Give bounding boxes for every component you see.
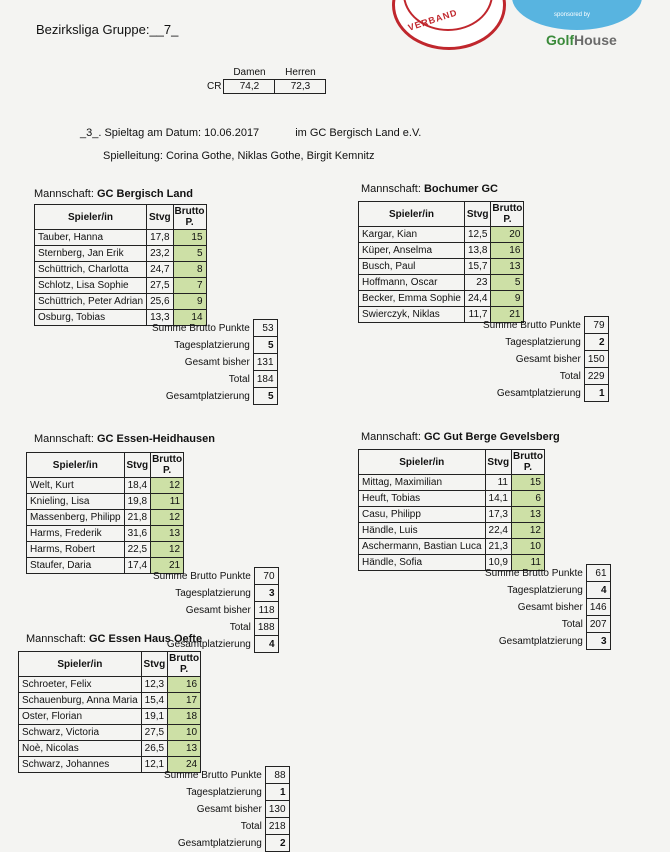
summary-label-overall: Gesamtplatzierung (498, 635, 583, 647)
player-brutto: 18 (168, 709, 201, 725)
summary-row (151, 337, 277, 354)
player-name: Schlotz, Lisa Sophie (35, 278, 147, 294)
sponsor-label: sponsored by (554, 12, 591, 18)
team-label: Mannschaft: GC Essen Haus Oefte (26, 633, 203, 645)
summary-row (151, 354, 277, 371)
col-header-stvg: Stvg (124, 453, 150, 478)
player-brutto: 16 (168, 677, 201, 693)
player-brutto: 20 (491, 227, 524, 243)
summary-row (482, 368, 608, 385)
course-rating-table (203, 66, 326, 94)
player-stvg: 18,4 (124, 478, 150, 494)
summary-value-overall: 2 (265, 835, 289, 852)
player-name: Oster, Florian (19, 709, 142, 725)
table-header-row (35, 205, 207, 230)
summary-row (151, 371, 277, 388)
summary-label-prev: Gesamt bisher (184, 356, 250, 368)
table-header-row (19, 652, 201, 677)
player-brutto: 12 (151, 510, 184, 526)
summary-value-overall: 5 (253, 388, 277, 405)
table-header-row (359, 450, 545, 475)
col-header-stvg: Stvg (485, 450, 511, 475)
player-brutto: 11 (511, 555, 544, 571)
player-brutto: 5 (491, 275, 524, 291)
team-name: GC Essen Haus Oefte (88, 633, 203, 645)
summary-label-total: Total (229, 621, 251, 633)
summary-value-total: 229 (584, 368, 608, 385)
player-name: Osburg, Tobias (35, 310, 147, 326)
summary-label-sum: Summe Brutto Punkte (153, 570, 251, 582)
summary-label-overall: Gesamtplatzierung (177, 837, 262, 849)
player-name: Schauenburg, Anna Maria (19, 693, 142, 709)
summary-row (484, 616, 610, 633)
summary-value-sum: 61 (586, 565, 610, 582)
col-header-stvg: Stvg (464, 202, 490, 227)
table-row (359, 507, 545, 523)
col-header-player: Spieler/in (27, 453, 125, 478)
summary-row (152, 568, 278, 585)
player-stvg: 17,4 (124, 558, 150, 574)
table-row (35, 278, 207, 294)
player-name: Massenberg, Philipp (27, 510, 125, 526)
player-name: Kargar, Kian (359, 227, 465, 243)
col-header-player: Spieler/in (19, 652, 142, 677)
player-name: Knieling, Lisa (27, 494, 125, 510)
player-brutto: 8 (173, 262, 206, 278)
player-stvg: 27,5 (147, 278, 173, 294)
team-player-table (358, 449, 545, 571)
table-row (19, 677, 201, 693)
team-label: Mannschaft: GC Essen-Heidhausen (34, 433, 215, 445)
col-header-brutto: Brutto P. (174, 206, 205, 228)
player-stvg: 22,4 (485, 523, 511, 539)
player-stvg: 25,6 (147, 294, 173, 310)
player-stvg: 10,9 (485, 555, 511, 571)
player-name: Hoffmann, Oscar (359, 275, 465, 291)
player-brutto: 13 (168, 741, 201, 757)
player-brutto: 15 (511, 475, 544, 491)
summary-value-day: 2 (584, 334, 608, 351)
player-brutto: 17 (168, 693, 201, 709)
player-stvg: 19,1 (141, 709, 167, 725)
player-brutto: 14 (173, 310, 206, 326)
summary-label-overall: Gesamtplatzierung (496, 387, 581, 399)
table-row (19, 693, 201, 709)
player-stvg: 14,1 (485, 491, 511, 507)
team-summary (484, 564, 611, 650)
summary-label-prev: Gesamt bisher (515, 353, 581, 365)
player-name: Mittag, Maximilian (359, 475, 486, 491)
summary-value-sum: 70 (254, 568, 278, 585)
cr-damen-value: 74,2 (224, 80, 275, 94)
player-brutto: 21 (151, 558, 184, 574)
table-header-row (27, 453, 184, 478)
player-brutto: 12 (511, 523, 544, 539)
team-name: GC Bergisch Land (96, 188, 193, 200)
player-brutto: 5 (173, 246, 206, 262)
player-name: Küper, Anselma (359, 243, 465, 259)
summary-label-day: Tagesplatzierung (174, 339, 250, 351)
table-row (27, 478, 184, 494)
summary-value-day: 4 (586, 582, 610, 599)
team-summary (163, 766, 290, 852)
summary-value-prev: 146 (586, 599, 610, 616)
summary-row (151, 388, 277, 405)
player-name: Schüttrich, Charlotta (35, 262, 147, 278)
table-header-row (359, 202, 524, 227)
player-brutto: 10 (168, 725, 201, 741)
seal-text: VERBAND (406, 7, 459, 33)
summary-value-day: 5 (253, 337, 277, 354)
player-name: Sternberg, Jan Erik (35, 246, 147, 262)
team-summary (482, 316, 609, 402)
player-stvg: 27,5 (141, 725, 167, 741)
summary-row (151, 320, 277, 337)
team-label: Mannschaft: GC Gut Berge Gevelsberg (361, 431, 560, 443)
summary-value-prev: 150 (584, 351, 608, 368)
summary-label-total: Total (559, 370, 581, 382)
table-row (359, 259, 524, 275)
summary-label-day: Tagesplatzierung (186, 786, 262, 798)
summary-row (163, 801, 289, 818)
sponsor-brand: GolfHouse (546, 32, 617, 48)
player-brutto: 6 (511, 491, 544, 507)
summary-value-total: 188 (254, 619, 278, 636)
table-row (359, 291, 524, 307)
player-brutto: 10 (511, 539, 544, 555)
player-brutto: 24 (168, 757, 201, 773)
table-row (359, 523, 545, 539)
summary-row (482, 317, 608, 334)
summary-value-total: 218 (265, 818, 289, 835)
player-brutto: 15 (173, 230, 206, 246)
table-row (19, 741, 201, 757)
summary-label-prev: Gesamt bisher (185, 604, 251, 616)
summary-label-prev: Gesamt bisher (196, 803, 262, 815)
summary-label-sum: Summe Brutto Punkte (152, 322, 250, 334)
team-label: Mannschaft: Bochumer GC (361, 183, 498, 195)
player-name: Schüttrich, Peter Adrian (35, 294, 147, 310)
summary-value-total: 184 (253, 371, 277, 388)
summary-value-overall: 4 (254, 636, 278, 653)
summary-value-prev: 130 (265, 801, 289, 818)
player-brutto: 9 (173, 294, 206, 310)
summary-label-total: Total (228, 373, 250, 385)
summary-value-sum: 53 (253, 320, 277, 337)
player-name: Händle, Luis (359, 523, 486, 539)
player-stvg: 13,8 (464, 243, 490, 259)
league-title: Bezirksliga Gruppe:__7_ (36, 22, 179, 37)
summary-row (484, 633, 610, 650)
player-brutto: 12 (151, 478, 184, 494)
player-name: Schroeter, Felix (19, 677, 142, 693)
team-name: Bochumer GC (423, 183, 498, 195)
col-header-brutto: Brutto P. (169, 653, 200, 675)
team-player-table (26, 452, 184, 574)
col-header-brutto: Brutto P. (492, 203, 523, 225)
col-header-brutto: Brutto P. (152, 454, 183, 476)
summary-label-sum: Summe Brutto Punkte (164, 769, 262, 781)
player-stvg: 17,3 (485, 507, 511, 523)
player-name: Schwarz, Johannes (19, 757, 142, 773)
summary-row (484, 599, 610, 616)
summary-label-overall: Gesamtplatzierung (166, 638, 251, 650)
player-name: Casu, Philipp (359, 507, 486, 523)
team-summary (151, 319, 278, 405)
player-name: Harms, Frederik (27, 526, 125, 542)
summary-value-sum: 79 (584, 317, 608, 334)
player-name: Welt, Kurt (27, 478, 125, 494)
player-stvg: 31,6 (124, 526, 150, 542)
federation-seal-logo (392, 0, 506, 50)
summary-label-overall: Gesamtplatzierung (165, 390, 250, 402)
player-stvg: 23,2 (147, 246, 173, 262)
player-brutto: 21 (491, 307, 524, 323)
table-row (359, 539, 545, 555)
summary-row (484, 582, 610, 599)
player-stvg: 24,7 (147, 262, 173, 278)
player-stvg: 26,5 (141, 741, 167, 757)
table-row (359, 275, 524, 291)
summary-label-day: Tagesplatzierung (507, 584, 583, 596)
summary-label-total: Total (561, 618, 583, 630)
golfhouse-logo (512, 0, 642, 30)
player-stvg: 11 (485, 475, 511, 491)
player-brutto: 12 (151, 542, 184, 558)
summary-value-overall: 1 (584, 385, 608, 402)
col-header-stvg: Stvg (141, 652, 167, 677)
player-stvg: 21,3 (485, 539, 511, 555)
col-header-player: Spieler/in (35, 205, 147, 230)
col-header-stvg: Stvg (147, 205, 173, 230)
summary-label-prev: Gesamt bisher (517, 601, 583, 613)
player-stvg: 19,8 (124, 494, 150, 510)
summary-value-total: 207 (586, 616, 610, 633)
table-row (27, 526, 184, 542)
player-name: Heuft, Tobias (359, 491, 486, 507)
player-brutto: 13 (151, 526, 184, 542)
summary-label-sum: Summe Brutto Punkte (485, 567, 583, 579)
team-name: GC Essen-Heidhausen (96, 433, 215, 445)
col-header-player: Spieler/in (359, 450, 486, 475)
summary-value-prev: 118 (254, 602, 278, 619)
player-stvg: 12,5 (464, 227, 490, 243)
cr-label: CR (207, 81, 222, 92)
player-brutto: 7 (173, 278, 206, 294)
player-brutto: 11 (151, 494, 184, 510)
summary-label-sum: Summe Brutto Punkte (483, 319, 581, 331)
table-row (35, 246, 207, 262)
summary-row (482, 334, 608, 351)
player-name: Aschermann, Bastian Luca (359, 539, 486, 555)
team-player-table (34, 204, 207, 326)
summary-label-day: Tagesplatzierung (175, 587, 251, 599)
summary-row (163, 818, 289, 835)
player-stvg: 23 (464, 275, 490, 291)
summary-row (482, 385, 608, 402)
summary-value-sum: 88 (265, 767, 289, 784)
col-header-player: Spieler/in (359, 202, 465, 227)
player-stvg: 22,5 (124, 542, 150, 558)
player-stvg: 15,7 (464, 259, 490, 275)
team-name: GC Gut Berge Gevelsberg (423, 431, 560, 443)
col-header-brutto: Brutto P. (512, 451, 543, 473)
player-brutto: 16 (491, 243, 524, 259)
player-name: Becker, Emma Sophie (359, 291, 465, 307)
table-row (359, 243, 524, 259)
summary-value-day: 1 (265, 784, 289, 801)
table-row (35, 294, 207, 310)
summary-row (163, 784, 289, 801)
damen-header: Damen (233, 67, 266, 78)
summary-value-day: 3 (254, 585, 278, 602)
table-row (19, 709, 201, 725)
summary-row (482, 351, 608, 368)
player-name: Staufer, Daria (27, 558, 125, 574)
player-name: Busch, Paul (359, 259, 465, 275)
table-row (35, 262, 207, 278)
player-brutto: 9 (491, 291, 524, 307)
player-name: Tauber, Hanna (35, 230, 147, 246)
table-row (27, 542, 184, 558)
player-stvg: 15,4 (141, 693, 167, 709)
player-name: Harms, Robert (27, 542, 125, 558)
player-stvg: 21,8 (124, 510, 150, 526)
player-stvg: 12,1 (141, 757, 167, 773)
summary-row (484, 565, 610, 582)
matchday-line: _3_. Spieltag am Datum: 10.06.2017 im GC Bergisch Land e.V. (80, 127, 422, 139)
table-row (35, 230, 207, 246)
player-stvg: 17,8 (147, 230, 173, 246)
officials-line: Spielleitung: Corina Gothe, Niklas Gothe, Birgit Kemnitz (103, 150, 375, 162)
player-brutto: 13 (491, 259, 524, 275)
summary-row (152, 585, 278, 602)
table-row (359, 491, 545, 507)
player-name: Schwarz, Victoria (19, 725, 142, 741)
summary-row (152, 602, 278, 619)
player-name: Händle, Sofia (359, 555, 486, 571)
player-stvg: 24,4 (464, 291, 490, 307)
player-name: Noè, Nicolas (19, 741, 142, 757)
player-stvg: 13,3 (147, 310, 173, 326)
summary-value-prev: 131 (253, 354, 277, 371)
table-row (359, 227, 524, 243)
table-row (19, 725, 201, 741)
player-stvg: 11,7 (464, 307, 490, 323)
team-label: Mannschaft: GC Bergisch Land (34, 188, 193, 200)
summary-value-overall: 3 (586, 633, 610, 650)
player-brutto: 13 (511, 507, 544, 523)
player-stvg: 12,3 (141, 677, 167, 693)
table-row (27, 510, 184, 526)
player-name: Swierczyk, Niklas (359, 307, 465, 323)
summary-row (163, 767, 289, 784)
team-player-table (18, 651, 201, 773)
cr-herren-value: 72,3 (275, 80, 326, 94)
summary-row (163, 835, 289, 852)
summary-label-day: Tagesplatzierung (505, 336, 581, 348)
herren-header: Herren (285, 67, 316, 78)
team-player-table (358, 201, 524, 323)
table-row (27, 494, 184, 510)
table-row (359, 475, 545, 491)
summary-label-total: Total (240, 820, 262, 832)
